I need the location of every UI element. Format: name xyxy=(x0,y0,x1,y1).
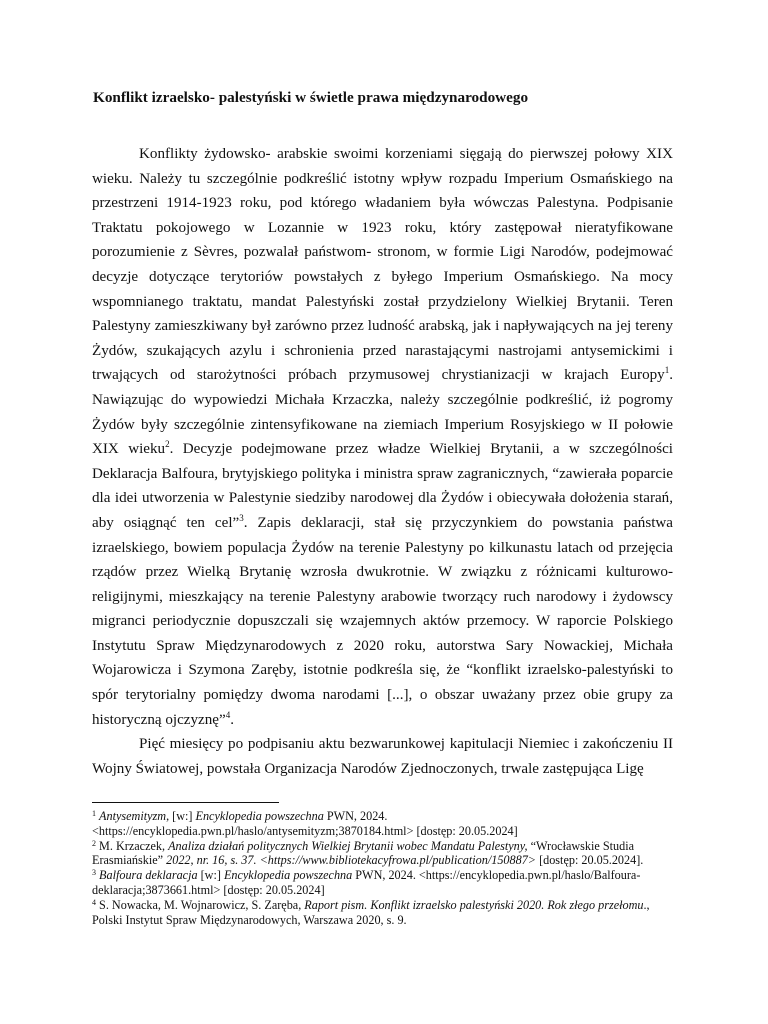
text-run: [w:] xyxy=(197,868,224,883)
text-run: “Wrocławskie Studia Erasmiańskie” xyxy=(92,838,635,868)
text-run: . xyxy=(230,711,234,728)
footnote-ref: 4 xyxy=(225,709,231,720)
footnote-2 xyxy=(92,839,682,869)
footnote-ref: 2 xyxy=(165,439,170,450)
footnotes xyxy=(92,809,682,927)
footnote-ref: 4 xyxy=(92,897,96,907)
text-run: . Nawiązując do wypowiedzi Michała Krzaczka, należy szczególnie podkreślić, iż pogromy Żydów były szczególnie zintensyfikowane na ziemiach Imperium Rosyjskiego w II połowie XIX wieku xyxy=(92,367,673,458)
text-run: ., Polski Instytut Spraw Międzynarodowych, Warszawa 2020, s. 9. xyxy=(92,897,650,927)
italic-text: Antysemityzm xyxy=(99,809,167,823)
text-run: S. Nowacka, M. Wojnarowicz, S. Zaręba, xyxy=(96,897,305,912)
text-run: , [w:] xyxy=(166,809,196,823)
footnote-ref: 1 xyxy=(664,365,670,376)
italic-text: Encyklopedia powszechna xyxy=(195,809,324,823)
footnote-4 xyxy=(92,898,682,928)
text-run: Pięć miesięcy po podpisaniu aktu bezwarunkowej kapitulacji Niemiec i zakończeniu II Wojny Światowej, powstała Organizacja Narodów Zjednoczonych, trwale zastępująca Ligę xyxy=(92,736,673,777)
text-run: . Decyzje podejmowane przez władze Wielkiej Brytanii, a w szczególności Deklaracja Balfoura, brytyjskiego polityka i ministra spraw zagranicznych, “zawierała poparcie dla idei utworzenia w Palestynie siedziby narodowej dla Żydów i obiecywała dołożenia starań, aby osiągnąć ten cel” xyxy=(92,441,673,531)
text-run: [dostęp: 20.05.2024]. xyxy=(536,853,644,868)
italic-text: Encyklopedia powszechna xyxy=(223,868,353,883)
footnote-1 xyxy=(92,809,682,839)
italic-text: Raport pism. Konflikt izraelsko palestyński 2020. Rok złego przełomu xyxy=(304,897,644,912)
footnote-separator xyxy=(92,802,279,803)
text-run: PWN, 2024. <https://encyklopedia.pwn.pl/haslo/Balfoura-deklaracja;3873661.html> [dostęp: 20.05.2024] xyxy=(92,868,641,897)
italic-text: 2022, nr. 16, s. 37. <https://www.bibliotekacyfrowa.pl/publication/150887> xyxy=(166,853,537,868)
text-run: . Zapis deklaracji, stał się przyczynkiem do powstania państwa izraelskiego, bowiem populacja Żydów na terenie Palestyny po kilkunastu latach od przejęcia rządów przez Wielką Brytanię wzrosła dwukrotnie. W związku z różnicami kulturowo- religijnymi, mieszkający na terenie Palestyny arabowie tworzący ruch narodowy i żydowscy migranci periodycznie dopuszczali się wzajemnych aktów przemocy. W raporcie Polskiego Instytutu Spraw Międzynarodowych z 2020 roku, autorstwa Sary Nowackiej, Michała Wojarowicza i Szymona Zaręby, istotnie podkreśla się, że “konflikt izraelsko-palestyński to spór terytorialny pomiędzy dwoma narodami [...], o obszar uważany przez obie grupy za historyczną ojczyznę” xyxy=(92,514,673,728)
footnote-ref: 3 xyxy=(239,512,244,523)
footnote-ref: 3 xyxy=(92,868,96,878)
document-body xyxy=(92,142,673,781)
footnote-ref: 2 xyxy=(92,838,96,848)
text-run: M. Krzaczek, xyxy=(96,838,169,853)
document-title: Konflikt izraelsko- palestyński w świetle prawa międzynarodowego xyxy=(93,89,529,106)
italic-text: Analiza działań politycznych Wielkiej Brytanii wobec Mandatu Palestyny, xyxy=(168,838,528,853)
paragraph-2 xyxy=(92,732,673,781)
paragraph-1 xyxy=(92,142,673,732)
text-run: Konflikty żydowsko- arabskie swoimi korzeniami sięgają do pierwszej połowy XIX wieku. Należy tu szczególnie podkreślić istotny wpływ rozpadu Imperium Osmańskiego na przestrzeni 1914-1923 roku, pod którego władaniem była wówczas Palestyna. Podpisanie Traktatu pokojowego w Lozannie w 1923 roku, który zastępował nieratyfikowane porozumienie z Sèvres, pozwalał państwom- stronom, w formie Ligi Narodów, podejmować decyzje dotyczące terytoriów powstałych z byłego Imperium Osmańskiego. Na mocy wspomnianego traktatu, mandat Palestyński został przydzielony Wielkiej Brytanii. Teren Palestyny zamieszkiwany był zarówno przez ludność arabską, jak i napływających na jej tereny Żydów, szukających azylu i schronienia przed narastającymi nastrojami antysemickimi i trwających od starożytności próbach przymusowej chrystianizacji w krajach Europy xyxy=(92,146,673,384)
footnote-ref: 1 xyxy=(92,809,96,818)
italic-text: Balfoura deklaracja xyxy=(99,868,198,883)
footnote-3 xyxy=(92,868,682,898)
text-run: PWN, 2024. <https://encyklopedia.pwn.pl/haslo/antysemityzm;3870184.html> [dostęp: 20.05.2024] xyxy=(92,809,518,838)
